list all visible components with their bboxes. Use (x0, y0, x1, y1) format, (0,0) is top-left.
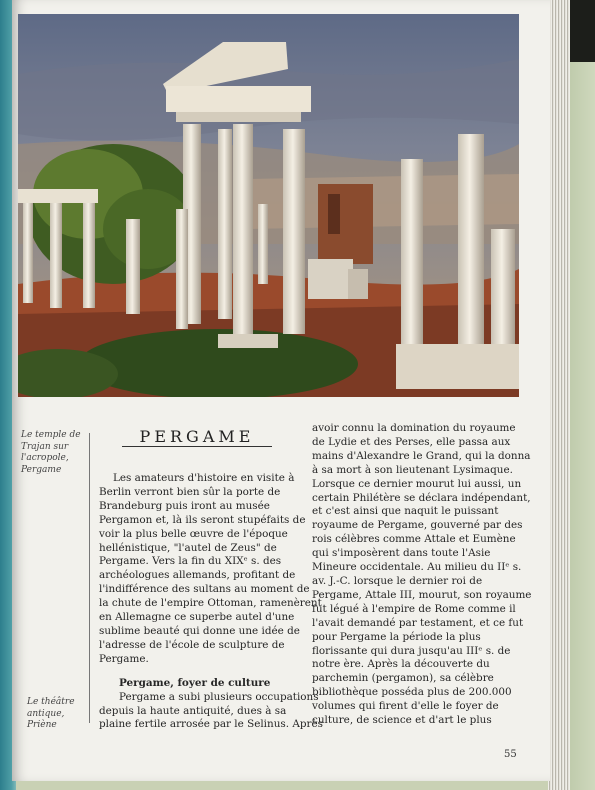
caption-line: l'acropole, (21, 453, 69, 463)
text-line: l'adresse de l'école de sculpture de (99, 638, 285, 651)
page-number: 55 (504, 749, 517, 760)
caption-divider (89, 433, 90, 723)
text-line: certain Philétère se déclara indépendant, (312, 491, 531, 504)
text-column-right (312, 422, 532, 728)
text-line: archéologues allemands, profitant de (99, 569, 296, 582)
text-line: Pergame, Attale III, mourut, son royaume (312, 588, 532, 601)
text-line: depuis la haute antiquité, dues à sa (99, 704, 287, 717)
text-line: Lorsque ce dernier mourut lui aussi, un (312, 477, 522, 490)
caption-line: Pergame (21, 464, 62, 475)
paragraph-gap (99, 667, 299, 677)
text-line: qui s'imposèrent dans toute l'Asie (312, 547, 491, 560)
text-column-left (99, 472, 323, 732)
text-line: en Allemagne ce superbe autel d'une (99, 611, 295, 624)
photo-caption-temple (21, 430, 91, 476)
caption-line: antique, Priène (27, 708, 65, 730)
text-line: Pergame. Vers la fin du XIXᵉ s. des (99, 555, 282, 568)
caption-line: Le théâtre (27, 697, 75, 707)
photo-caption-theatre (27, 697, 93, 732)
text-line: bibliothèque posséda plus de 200.000 (312, 686, 512, 699)
text-line: Pergamon et, là ils seront stupéfaits de (99, 513, 306, 526)
text-line: sublime beauté qui donne une idée de (99, 624, 300, 637)
text-line: parchemin (pergamon), sa célèbre (312, 672, 494, 685)
text-line: et c'est ainsi que naquit le puissant (312, 505, 499, 518)
text-line: fut légué à l'empire de Rome comme il (312, 602, 516, 615)
text-line: Pergame a subi plusieurs occupations (119, 690, 319, 703)
text-line: l'avait demandé par testament, et ce fut (312, 616, 524, 629)
text-line: voir la plus belle œuvre de l'époque (99, 527, 288, 540)
text-line: hellénistique, "l'autel de Zeus" de (99, 541, 277, 554)
text-line: pour Pergame la période la plus (312, 630, 481, 643)
book-page (12, 0, 550, 781)
temple-photo (18, 14, 519, 397)
article-title: PERGAME (139, 427, 255, 446)
text-line: Les amateurs d'histoire en visite à (113, 472, 295, 484)
text-line: av. J.-C. lorsque le dernier roi de (312, 574, 483, 587)
book-page-edges (548, 0, 570, 790)
text-line: florissante qui dura jusqu'au IIIᵉ s. de (312, 644, 511, 657)
title-underline (122, 446, 272, 447)
text-line: mains d'Alexandre le Grand, qui la donna (312, 449, 531, 462)
caption-line: Le temple de (21, 430, 81, 440)
text-line: culture, de science et d'art le plus (312, 714, 492, 727)
text-line: Brandeburg puis iront au musée (99, 499, 270, 512)
text-line: plaine fertile arrosée par le Selinus. Après (99, 718, 323, 731)
text-line: volumes qui firent d'elle le foyer de (312, 700, 499, 713)
temple-photo-illustration (18, 14, 519, 397)
text-line: la chute de l'empire Ottoman, ramenèrent (99, 597, 322, 610)
text-line: avoir connu la domination du royaume (312, 422, 516, 434)
text-line: Berlin verront bien sûr la porte de (99, 485, 281, 498)
text-line: Pergame. (99, 652, 149, 665)
text-line: royaume de Pergame, gouverné par des (312, 519, 523, 532)
text-line: rois célèbres comme Attale et Eumène (312, 533, 516, 546)
text-line: notre ère. Après la découverte du (312, 658, 490, 671)
section-subheading: Pergame, foyer de culture (119, 676, 271, 689)
caption-line: Trajan sur (21, 441, 69, 452)
text-line: l'indifférence des sultans au moment de (99, 583, 310, 596)
text-line: à sa mort à son lieutenant Lysimaque. (312, 463, 513, 476)
text-line: Mineure occidentale. Au milieu du IIᵉ s. (312, 561, 522, 574)
text-line: de Lydie et des Perses, elle passa aux (312, 435, 511, 448)
